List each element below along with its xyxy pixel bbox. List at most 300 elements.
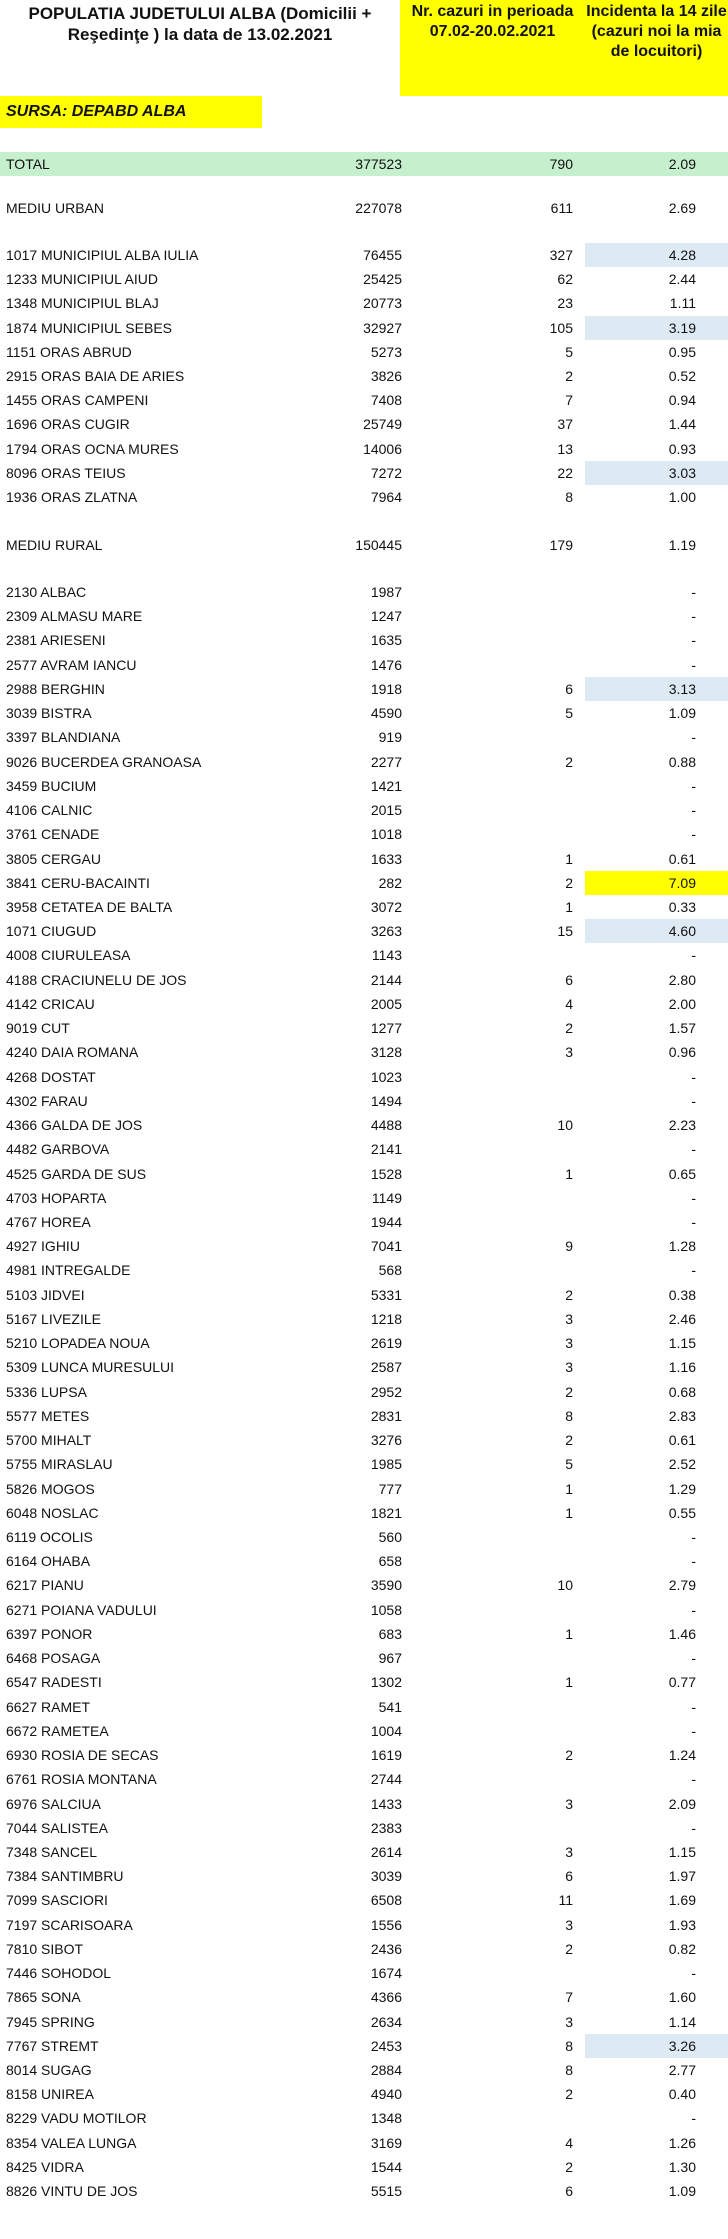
population-cell: 683 [378, 1626, 402, 1642]
incidence-column-header: Incidenta la 14 zile (cazuri noi la mia de locuitori) [585, 0, 728, 96]
incidence-cell: 3.26 [585, 2034, 728, 2058]
incidence-cell: 1.11 [669, 295, 696, 311]
table-row [0, 1113, 728, 1137]
table-row [0, 1549, 728, 1573]
cases-cell: 6 [565, 972, 573, 988]
table-row [0, 1331, 728, 1355]
locality-name: 2577 AVRAM IANCU [6, 657, 137, 673]
population-cell: 4590 [370, 705, 402, 721]
population-cell: 2453 [370, 2038, 402, 2054]
locality-name: 7865 SONA [6, 1989, 81, 2005]
incidence-cell: 1.29 [668, 1481, 696, 1497]
population-cell: 2619 [370, 1335, 402, 1351]
cases-cell: 2 [565, 754, 573, 770]
population-cell: 2884 [370, 2062, 402, 2078]
locality-name: 4106 CALNIC [6, 802, 93, 818]
table-row [0, 1162, 728, 1186]
population-cell: 3128 [370, 1044, 402, 1060]
cases-cell: 2 [565, 2159, 573, 2175]
locality-name: 6627 RAMET [6, 1699, 91, 1715]
table-row [0, 412, 728, 436]
table-row [0, 774, 728, 798]
locality-name: 5826 MOGOS [6, 1481, 95, 1497]
incidence-cell: 2.79 [668, 1577, 696, 1593]
population-cell: 1058 [370, 1602, 402, 1618]
incidence-cell: 0.77 [668, 1674, 696, 1690]
cases-cell: 105 [549, 320, 573, 336]
population-cell: 1944 [370, 1214, 402, 1230]
table-row [0, 2010, 728, 2034]
locality-name: 8425 VIDRA [6, 2159, 84, 2175]
incidence-cell: 0.65 [668, 1166, 696, 1182]
locality-name: 3805 CERGAU [6, 851, 101, 867]
incidence-cell: 2.80 [668, 972, 696, 988]
incidence-cell: 0.68 [668, 1384, 696, 1400]
population-cell: 1633 [370, 851, 402, 867]
incidence-cell: 2.23 [668, 1117, 696, 1133]
locality-name: 4981 INTREGALDE [6, 1262, 131, 1278]
incidence-cell: - [691, 826, 696, 842]
population-cell: 14006 [363, 441, 402, 457]
locality-name: 3841 CERU-BACAINTI [6, 875, 150, 891]
cases-cell [404, 1961, 581, 1985]
table-row [0, 919, 728, 943]
cases-cell: 23 [557, 295, 573, 311]
incidence-cell: 2.46 [668, 1311, 696, 1327]
incidence-cell: 0.38 [668, 1287, 696, 1303]
incidence-cell: - [691, 1723, 696, 1739]
incidence-cell: 1.44 [668, 416, 696, 432]
cases-cell [404, 1719, 581, 1743]
table-row [0, 1501, 728, 1525]
locality-name: 9026 BUCERDEA GRANOASA [6, 754, 202, 770]
locality-name: 5336 LUPSA [6, 1384, 87, 1400]
cases-cell: 2 [565, 2086, 573, 2102]
population-cell: 777 [378, 1481, 402, 1497]
cases-cell: 2 [565, 875, 573, 891]
cases-cell: 9 [565, 1238, 573, 1254]
cases-cell: 8 [565, 2062, 573, 2078]
incidence-cell: 0.55 [668, 1505, 696, 1521]
cases-cell [404, 1258, 581, 1282]
incidence-cell: 2.09 [668, 156, 696, 172]
incidence-cell: - [691, 657, 696, 673]
table-row [0, 2082, 728, 2106]
population-cell: 2141 [370, 1141, 402, 1157]
table-row [0, 1234, 728, 1258]
table-row [0, 1767, 728, 1791]
cases-cell [404, 580, 581, 604]
population-cell: 1674 [370, 1965, 402, 1981]
cases-cell: 611 [550, 200, 573, 216]
cases-cell: 2 [565, 1941, 573, 1957]
locality-name: 7384 SANTIMBRU [6, 1868, 124, 1884]
cases-cell: 15 [557, 923, 573, 939]
table-row [0, 1452, 728, 1476]
locality-name: 5577 METES [6, 1408, 90, 1424]
incidence-cell: - [691, 632, 696, 648]
table-row [0, 2034, 728, 2058]
cases-cell: 179 [549, 537, 573, 553]
table-row [0, 2179, 728, 2203]
locality-name: 8354 VALEA LUNGA [6, 2135, 137, 2151]
locality-name: 4008 CIURULEASA [6, 947, 131, 963]
table-row [0, 653, 728, 677]
incidence-cell: 1.19 [668, 537, 696, 553]
population-cell: 25425 [363, 271, 402, 287]
cases-cell: 2 [565, 1384, 573, 1400]
locality-name: 7099 SASCIORI [6, 1892, 108, 1908]
cases-cell: 5 [565, 1456, 573, 1472]
incidence-cell: - [691, 1190, 696, 1206]
table-row [0, 1258, 728, 1282]
population-cell: 150445 [355, 537, 402, 553]
locality-name: 4366 GALDA DE JOS [6, 1117, 143, 1133]
cases-cell: 5 [565, 344, 573, 360]
population-cell: 2587 [370, 1359, 402, 1375]
population-cell: 1433 [370, 1796, 402, 1812]
table-row [0, 943, 728, 967]
population-cell: 227078 [355, 200, 402, 216]
population-cell: 541 [378, 1699, 402, 1715]
table-row [0, 1210, 728, 1234]
incidence-cell: 2.52 [668, 1456, 696, 1472]
incidence-cell: 0.40 [668, 2086, 696, 2102]
cases-cell [404, 1065, 581, 1089]
population-cell: 25749 [363, 416, 402, 432]
table-row [0, 1888, 728, 1912]
cases-cell: 1 [565, 1166, 573, 1182]
table-row [0, 1840, 728, 1864]
table-row [0, 1743, 728, 1767]
cases-cell [404, 1767, 581, 1791]
locality-name: 6547 RADESTI [6, 1674, 102, 1690]
cases-cell: 62 [557, 271, 573, 287]
table-row [0, 1670, 728, 1694]
table-row [0, 1428, 728, 1452]
incidence-cell: - [691, 947, 696, 963]
total-row [0, 152, 728, 176]
cases-cell [404, 1186, 581, 1210]
locality-name: 5700 MIHALT [6, 1432, 92, 1448]
cases-cell [404, 774, 581, 798]
locality-name: 6930 ROSIA DE SECAS [6, 1747, 159, 1763]
locality-name: 4302 FARAU [6, 1093, 88, 1109]
population-cell: 1528 [370, 1166, 402, 1182]
incidence-cell: 0.52 [668, 368, 696, 384]
cases-cell: 3 [565, 1844, 573, 1860]
table-row [0, 895, 728, 919]
incidence-cell: - [691, 1069, 696, 1085]
locality-name: 2988 BERGHIN [6, 681, 105, 697]
cases-cell [404, 725, 581, 749]
cases-cell: 13 [557, 441, 573, 457]
cases-cell [404, 2106, 581, 2130]
population-cell: 7272 [370, 465, 402, 481]
locality-name: 4482 GARBOVA [6, 1141, 110, 1157]
incidence-cell: - [691, 1771, 696, 1787]
population-cell: 2277 [370, 754, 402, 770]
table-row [0, 725, 728, 749]
population-cell: 76455 [363, 247, 402, 263]
incidence-cell: 0.95 [668, 344, 696, 360]
population-cell: 1635 [370, 632, 402, 648]
incidence-cell: - [691, 1965, 696, 1981]
incidence-cell: 3.19 [585, 316, 728, 340]
population-cell: 1556 [370, 1917, 402, 1933]
locality-name: 1696 ORAS CUGIR [6, 416, 130, 432]
population-cell: 560 [378, 1529, 402, 1545]
incidence-cell: 2.69 [668, 200, 696, 216]
table-row [0, 1816, 728, 1840]
cases-cell: 6 [565, 1868, 573, 1884]
table-row [0, 364, 728, 388]
incidence-cell: - [691, 1553, 696, 1569]
locality-name: 7810 SIBOT [6, 1941, 84, 1957]
locality-name: 1017 MUNICIPIUL ALBA IULIA [6, 247, 199, 263]
table-row [0, 1913, 728, 1937]
incidence-cell: 1.97 [668, 1868, 696, 1884]
table-row [0, 677, 728, 701]
table-row [0, 1864, 728, 1888]
population-cell: 5331 [370, 1287, 402, 1303]
incidence-cell: 1.30 [668, 2159, 696, 2175]
cases-cell [404, 1598, 581, 1622]
table-row [0, 1186, 728, 1210]
incidence-cell: 0.88 [668, 754, 696, 770]
table-row [0, 798, 728, 822]
locality-name: 1071 CIUGUD [6, 923, 97, 939]
population-cell: 4488 [370, 1117, 402, 1133]
incidence-cell: 2.00 [668, 996, 696, 1012]
locality-name: 5167 LIVEZILE [6, 1311, 101, 1327]
cases-cell: 10 [557, 1117, 573, 1133]
cases-cell: 5 [565, 705, 573, 721]
locality-name: 5103 JIDVEI [6, 1287, 85, 1303]
locality-name: 3958 CETATEA DE BALTA [6, 899, 173, 915]
incidence-cell: 1.57 [668, 1020, 696, 1036]
incidence-cell: 1.28 [668, 1238, 696, 1254]
cases-cell [404, 604, 581, 628]
population-cell: 1348 [370, 2110, 402, 2126]
table-row [0, 822, 728, 846]
cases-cell [404, 1525, 581, 1549]
table-row [0, 291, 728, 315]
population-cell: 7964 [370, 489, 402, 505]
table-row [0, 2106, 728, 2130]
cases-cell [404, 653, 581, 677]
locality-name: 1936 ORAS ZLATNA [6, 489, 138, 505]
cases-cell: 2 [565, 1287, 573, 1303]
cases-cell: 2 [565, 1747, 573, 1763]
incidence-cell: 1.26 [668, 2135, 696, 2151]
population-cell: 1494 [370, 1093, 402, 1109]
table-row [0, 1477, 728, 1501]
locality-name: 2309 ALMASU MARE [6, 608, 143, 624]
table-row [0, 1307, 728, 1331]
incidence-cell: - [691, 1093, 696, 1109]
locality-name: 1151 ORAS ABRUD [6, 344, 132, 360]
population-cell: 2744 [370, 1771, 402, 1787]
incidence-cell: - [691, 1141, 696, 1157]
locality-name: 5755 MIRASLAU [6, 1456, 113, 1472]
incidence-cell: 0.33 [668, 899, 696, 915]
locality-name: 7044 SALISTEA [6, 1820, 108, 1836]
population-cell: 568 [378, 1262, 402, 1278]
table-row [0, 968, 728, 992]
table-row [0, 461, 728, 485]
population-cell: 2015 [370, 802, 402, 818]
table-row [0, 1622, 728, 1646]
locality-name: 1233 MUNICIPIUL AIUD [6, 271, 158, 287]
locality-name: 7945 SPRING [6, 2014, 95, 2030]
cases-cell: 1 [565, 1481, 573, 1497]
incidence-cell: - [691, 1699, 696, 1715]
table-row [0, 267, 728, 291]
population-cell: 5273 [370, 344, 402, 360]
cases-cell [404, 1549, 581, 1573]
population-cell: 3276 [370, 1432, 402, 1448]
incidence-cell: 1.93 [668, 1917, 696, 1933]
table-row [0, 604, 728, 628]
table-row [0, 1646, 728, 1670]
section-row [0, 196, 728, 220]
population-cell: 2383 [370, 1820, 402, 1836]
cases-cell: 2 [565, 1432, 573, 1448]
table-row [0, 316, 728, 340]
incidence-cell: 1.24 [668, 1747, 696, 1763]
table-row [0, 1525, 728, 1549]
population-cell: 919 [378, 729, 402, 745]
table-row [0, 580, 728, 604]
locality-name: 4240 DAIA ROMANA [6, 1044, 139, 1060]
cases-cell: 3 [565, 1796, 573, 1812]
cases-cell: 6 [565, 2183, 573, 2199]
locality-name: 4268 DOSTAT [6, 1069, 96, 1085]
population-cell: 20773 [363, 295, 402, 311]
locality-name: 7767 STREMT [6, 2038, 99, 2054]
locality-name: 4142 CRICAU [6, 996, 95, 1012]
cases-cell [404, 1646, 581, 1670]
locality-name: TOTAL [6, 156, 50, 172]
incidence-cell: - [691, 2110, 696, 2126]
population-cell: 967 [378, 1650, 402, 1666]
locality-name: 6761 ROSIA MONTANA [6, 1771, 157, 1787]
incidence-cell: 1.00 [668, 489, 696, 505]
table-row [0, 1937, 728, 1961]
incidence-cell: - [691, 1529, 696, 1545]
locality-name: 2915 ORAS BAIA DE ARIES [6, 368, 185, 384]
incidence-cell: - [691, 1650, 696, 1666]
population-cell: 2634 [370, 2014, 402, 2030]
table-row [0, 1355, 728, 1379]
cases-cell: 1 [565, 1505, 573, 1521]
population-cell: 1218 [370, 1311, 402, 1327]
population-cell: 377523 [355, 156, 402, 172]
table-row [0, 701, 728, 725]
population-cell: 1985 [370, 1456, 402, 1472]
incidence-cell: 0.61 [668, 1432, 696, 1448]
population-cell: 1018 [370, 826, 402, 842]
population-cell: 2144 [370, 972, 402, 988]
table-row [0, 1598, 728, 1622]
locality-name: 2381 ARIESENI [6, 632, 106, 648]
table-title: POPULATIA JUDETULUI ALBA (Domicilii + Reşedinţe ) la data de 13.02.2021 [28, 4, 372, 44]
cases-cell: 8 [565, 2038, 573, 2054]
locality-name: 6217 PIANU [6, 1577, 84, 1593]
population-cell: 2005 [370, 996, 402, 1012]
population-cell: 1277 [370, 1020, 402, 1036]
section-row [0, 533, 728, 557]
locality-name: 3397 BLANDIANA [6, 729, 121, 745]
locality-name: 4767 HOREA [6, 1214, 91, 1230]
population-cell: 7041 [370, 1238, 402, 1254]
incidence-cell: - [691, 1262, 696, 1278]
table-row [0, 485, 728, 509]
locality-name: 8826 VINTU DE JOS [6, 2183, 138, 2199]
table-row [0, 2155, 728, 2179]
cases-cell: 7 [565, 392, 573, 408]
population-cell: 3263 [370, 923, 402, 939]
population-cell: 1421 [370, 778, 402, 794]
cases-cell: 1 [565, 1626, 573, 1642]
cases-cell [404, 1210, 581, 1234]
cases-cell: 3 [565, 1311, 573, 1327]
incidence-cell: - [691, 584, 696, 600]
population-cell: 7408 [370, 392, 402, 408]
incidence-cell: 1.60 [668, 1989, 696, 2005]
population-cell: 1149 [371, 1190, 402, 1206]
table-row [0, 1380, 728, 1404]
locality-name: 9019 CUT [6, 1020, 70, 1036]
cases-cell [404, 1137, 581, 1161]
locality-name: 8158 UNIREA [6, 2086, 94, 2102]
table-row [0, 1089, 728, 1113]
population-cell: 3590 [370, 1577, 402, 1593]
cases-column-header: Nr. cazuri in perioada 07.02-20.02.2021 [400, 0, 585, 96]
incidence-cell: 2.44 [668, 271, 696, 287]
cases-cell: 790 [549, 156, 573, 172]
incidence-cell: 2.09 [668, 1796, 696, 1812]
incidence-cell: 1.14 [668, 2014, 696, 2030]
incidence-cell: 1.15 [668, 1844, 696, 1860]
locality-name: 3459 BUCIUM [6, 778, 97, 794]
cases-cell: 1 [565, 899, 573, 915]
locality-name: 8096 ORAS TEIUS [6, 465, 126, 481]
cases-cell: 8 [565, 489, 573, 505]
table-row [0, 1961, 728, 1985]
cases-cell: 11 [558, 1892, 573, 1908]
table-header [0, 0, 728, 96]
cases-cell: 327 [549, 247, 573, 263]
population-cell: 32927 [363, 320, 402, 336]
table-row [0, 847, 728, 871]
table-row [0, 1283, 728, 1307]
cases-cell: 3 [565, 1359, 573, 1375]
locality-name: 3039 BISTRA [6, 705, 92, 721]
table-row [0, 1792, 728, 1816]
incidence-cell: 3.03 [585, 461, 728, 485]
population-cell: 1302 [370, 1674, 402, 1690]
table-row [0, 628, 728, 652]
incidence-cell: 0.96 [668, 1044, 696, 1060]
population-cell: 1247 [370, 608, 402, 624]
population-cell: 1918 [370, 681, 402, 697]
population-cell: 3826 [370, 368, 402, 384]
locality-name: MEDIU RURAL [6, 537, 103, 553]
incidence-cell: - [691, 608, 696, 624]
cases-cell: 2 [565, 1020, 573, 1036]
